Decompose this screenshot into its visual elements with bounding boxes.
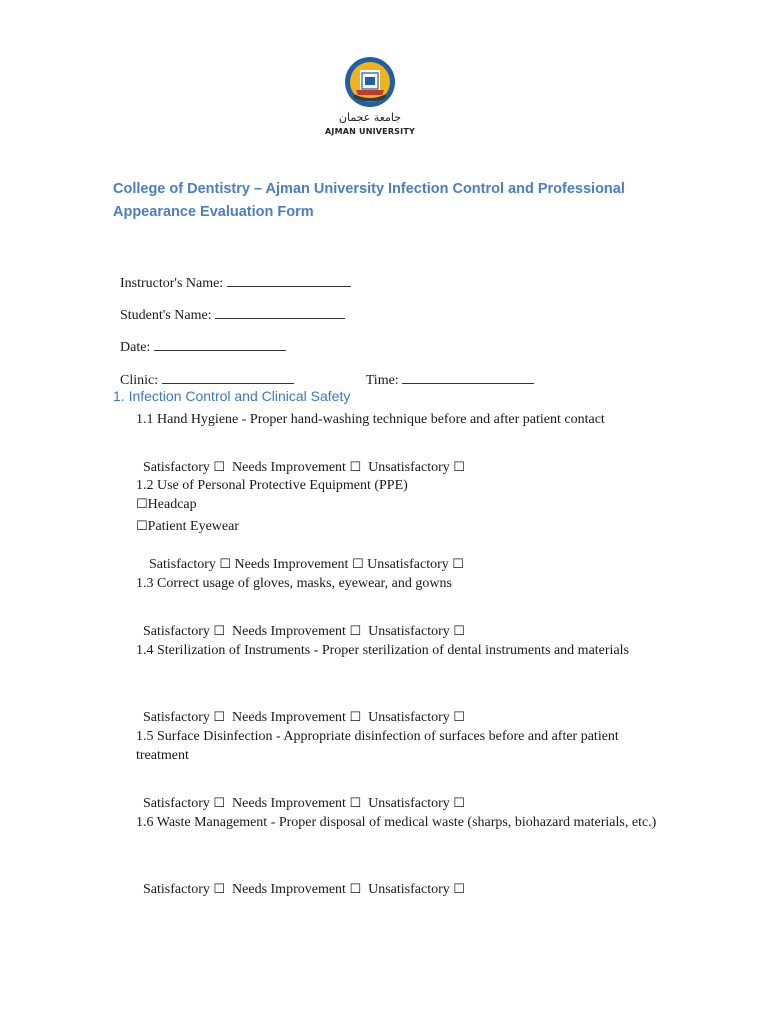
form-title-line-2: Appearance Evaluation Form [113,204,314,220]
university-logo [318,56,422,142]
needs-improvement-checkbox[interactable]: ☐ [349,882,362,897]
instructor-name-label: Instructor's Name: [120,276,224,291]
item-1-6: 1.6 Waste Management - Proper disposal of medical waste (sharps, biohazard materials, etc.) [136,815,657,830]
logo-english-text: AJMAN UNIVERSITY [325,127,415,136]
date-label: Date: [120,340,151,355]
needs-improvement-label: Needs Improvement [232,796,346,811]
clinic-field [113,355,294,389]
satisfactory-label: Satisfactory [149,557,216,572]
unsatisfactory-label: Unsatisfactory [368,796,450,811]
needs-improvement-checkbox[interactable]: ☐ [349,460,362,475]
instructor-name-blank[interactable] [227,274,351,287]
form-title-line-1: College of Dentistry – Ajman University Infection Control and Professional [113,181,625,197]
unsatisfactory-label: Unsatisfactory [368,460,450,475]
needs-improvement-label: Needs Improvement [232,460,346,475]
satisfactory-checkbox[interactable]: ☐ [219,557,232,572]
ajman-crest-icon [344,56,396,108]
rating-row-1-4 [136,694,465,726]
item-1-5: 1.5 Surface Disinfection - Appropriate disinfection of surfaces before and after patient treatment [136,729,619,763]
unsatisfactory-checkbox[interactable]: ☐ [453,460,465,475]
satisfactory-checkbox[interactable]: ☐ [213,710,226,725]
student-name-blank[interactable] [215,306,345,319]
needs-improvement-label: Needs Improvement [234,557,349,572]
satisfactory-label: Satisfactory [143,624,210,639]
patient-eyewear-checkbox[interactable]: ☐ [136,519,148,534]
logo-arabic-text: جامعة عجمان [338,111,402,124]
item-1-4: 1.4 Sterilization of Instruments - Proper sterilization of dental instruments and materials [136,643,629,658]
form-title [113,178,673,224]
date-blank[interactable] [154,338,286,351]
time-blank[interactable] [402,371,534,384]
satisfactory-checkbox[interactable]: ☐ [213,796,226,811]
needs-improvement-label: Needs Improvement [232,882,346,897]
satisfactory-checkbox[interactable]: ☐ [213,460,226,475]
unsatisfactory-checkbox[interactable]: ☐ [452,557,464,572]
student-name-field [113,290,345,324]
satisfactory-checkbox[interactable]: ☐ [213,624,226,639]
satisfactory-checkbox[interactable]: ☐ [213,882,226,897]
ppe-check-eyewear [136,519,239,535]
unsatisfactory-checkbox[interactable]: ☐ [453,796,465,811]
satisfactory-label: Satisfactory [143,796,210,811]
unsatisfactory-label: Unsatisfactory [368,710,450,725]
student-name-label: Student's Name: [120,308,212,323]
needs-improvement-checkbox[interactable]: ☐ [351,557,364,572]
rating-row-1-5 [136,780,465,812]
instructor-name-field [113,258,351,292]
rating-row-1-1 [136,444,465,476]
satisfactory-label: Satisfactory [143,460,210,475]
unsatisfactory-checkbox[interactable]: ☐ [453,882,465,897]
patient-eyewear-label: Patient Eyewear [147,519,240,534]
unsatisfactory-checkbox[interactable]: ☐ [453,624,465,639]
rating-row-1-3 [136,608,465,640]
unsatisfactory-label: Unsatisfactory [368,882,450,897]
date-field [113,322,286,356]
satisfactory-label: Satisfactory [143,710,210,725]
headcap-label: Headcap [147,497,197,512]
time-label: Time: [365,373,399,388]
unsatisfactory-checkbox[interactable]: ☐ [453,710,465,725]
unsatisfactory-label: Unsatisfactory [368,624,450,639]
needs-improvement-checkbox[interactable]: ☐ [349,624,362,639]
rating-row-1-2 [142,541,464,573]
headcap-checkbox[interactable]: ☐ [136,497,148,512]
needs-improvement-checkbox[interactable]: ☐ [349,796,362,811]
rating-row-1-6 [136,866,465,898]
needs-improvement-label: Needs Improvement [232,710,346,725]
item-1-2: 1.2 Use of Personal Protective Equipment (PPE) [136,478,408,493]
section-title: 1. Infection Control and Clinical Safety [113,388,351,404]
item-1-1: 1.1 Hand Hygiene - Proper hand-washing technique before and after patient contact [136,412,605,427]
time-field [359,355,534,389]
needs-improvement-checkbox[interactable]: ☐ [349,710,362,725]
needs-improvement-label: Needs Improvement [232,624,346,639]
satisfactory-label: Satisfactory [143,882,210,897]
ppe-check-headcap [136,497,197,513]
item-1-3: 1.3 Correct usage of gloves, masks, eyewear, and gowns [136,576,452,591]
clinic-blank[interactable] [162,371,294,384]
clinic-label: Clinic: [120,373,159,388]
unsatisfactory-label: Unsatisfactory [367,557,449,572]
